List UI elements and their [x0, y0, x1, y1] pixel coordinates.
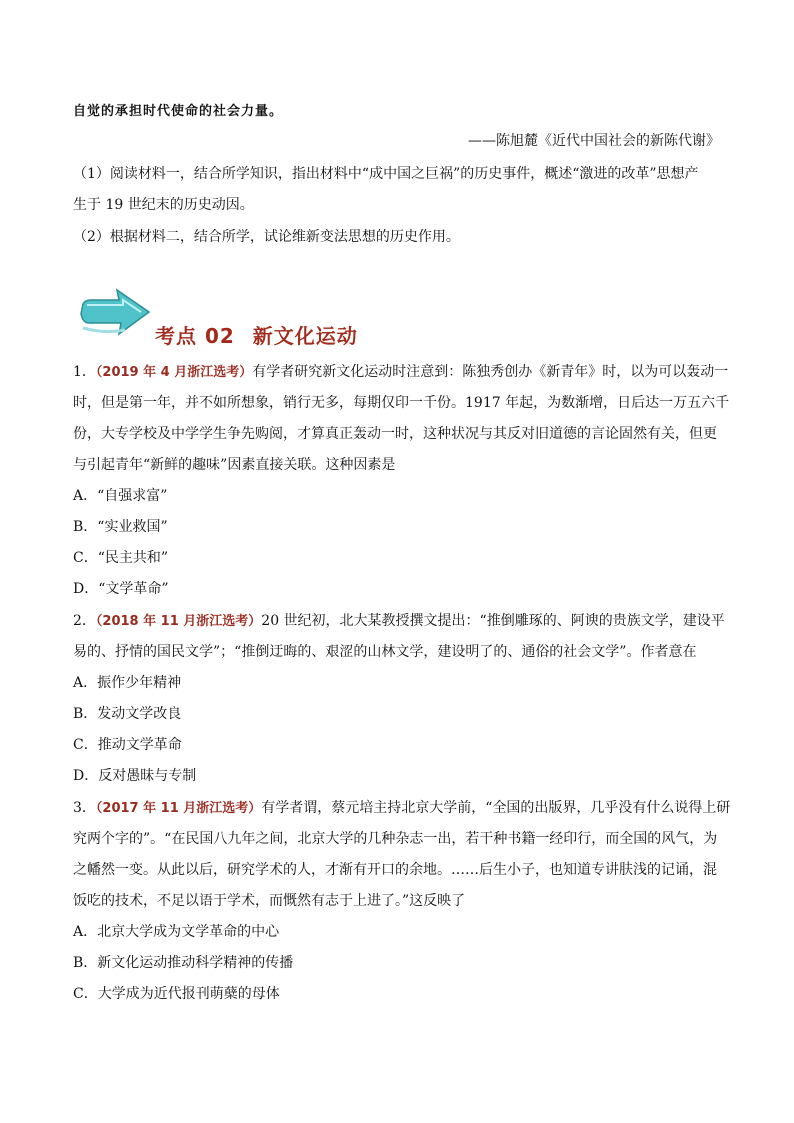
q3-option-c[interactable]: C．大学成为近代报刊萌蘖的母体 — [73, 986, 280, 1002]
q3-option-b[interactable]: B．新文化运动推动科学精神的传播 — [73, 955, 294, 971]
q1-text: 有学者研究新文化运动时注意到：陈独秀创办《新青年》时，以为可以轰动一 — [252, 364, 729, 380]
q2-number: 2． — [73, 613, 96, 629]
q1-tag: （2019 年 4 月浙江选考） — [95, 365, 253, 380]
q3-number: 3． — [73, 800, 96, 816]
section-title — [155, 320, 358, 349]
question-2-line-1: （2）根据材料二，结合所学，试论维新变法思想的历史作用。 — [73, 229, 460, 245]
q1-option-a[interactable]: A．“自强求富” — [73, 488, 168, 504]
material-intro-tail: 自觉的承担时代使命的社会力量。 — [73, 104, 284, 119]
q3-line-3: 之幡然一变。从此以后，研究学术的人，才渐有开口的余地。……后生小子，也知道专讲肤浅的记诵，混 — [73, 862, 717, 878]
q1-line-3: 份，大专学校及中学学生争先购阅，才算真正轰动一时，这种状况与其反对旧道德的言论固然有关，但更 — [73, 426, 717, 442]
arrow-icon — [77, 288, 153, 338]
q2-option-d[interactable]: D．反对愚昧与专制 — [73, 768, 197, 784]
question-1-line-2: 生于 19 世纪末的历史动因。 — [73, 197, 254, 213]
q1-line-1 — [73, 362, 729, 383]
q3-line-4: 饭吃的技术，不足以语于学术，而慨然有志于上进了。”这反映了 — [73, 893, 466, 909]
section-name: 新文化运动 — [252, 324, 358, 348]
q2-line-1 — [73, 611, 723, 632]
q1-line-2: 时，但是第一年，并不如所想象，销行无多，每期仅印一千份。1917 年起，为数渐增，日后达一万五六千 — [73, 395, 730, 411]
q1-option-d[interactable]: D．“文学革命” — [73, 581, 169, 597]
q1-number: 1． — [73, 364, 96, 380]
question-1-line-1: （1）阅读材料一，结合所学知识，指出材料中“成中国之巨祸”的历史事件，概述“激进的改革”思想产 — [73, 166, 699, 182]
section-header — [77, 288, 717, 348]
q1-option-b[interactable]: B．“实业救国” — [73, 519, 168, 535]
q3-option-a[interactable]: A．北京大学成为文学革命的中心 — [73, 924, 280, 940]
q2-option-c[interactable]: C．推动文学革命 — [73, 737, 182, 753]
material-source: ——陈旭麓《近代中国社会的新陈代谢》 — [468, 133, 720, 149]
q3-line-2: 究两个字的”。“在民国八九年之间，北京大学的几种杂志一出，若干种书籍一经印行，而全国的风气，为 — [73, 831, 718, 847]
q3-tag: （2017 年 11 月浙江选考） — [95, 801, 262, 816]
section-label: 考点 02 — [155, 324, 235, 348]
q1-line-4: 与引起青年“新鲜的趣味”因素直接关联。这种因素是 — [73, 457, 396, 473]
q3-text: 有学者谓，蔡元培主持北京大学前，“全国的出版界，几乎没有什么说得上研 — [261, 800, 731, 816]
q2-tag: （2018 年 11 月浙江选考） — [95, 614, 262, 629]
q2-option-a[interactable]: A．振作少年精神 — [73, 675, 182, 691]
q2-text: 20 世纪初，北大某教授撰文提出：“推倒雕琢的、阿谀的贵族文学，建设平 — [261, 613, 725, 629]
q3-line-1 — [73, 798, 731, 819]
q2-option-b[interactable]: B．发动文学改良 — [73, 706, 182, 722]
q2-line-2: 易的、抒情的国民文学”；“推倒迂晦的、艰涩的山林文学，建设明了的、通俗的社会文学”。作者意在 — [73, 644, 697, 660]
q1-option-c[interactable]: C．“民主共和” — [73, 550, 169, 566]
